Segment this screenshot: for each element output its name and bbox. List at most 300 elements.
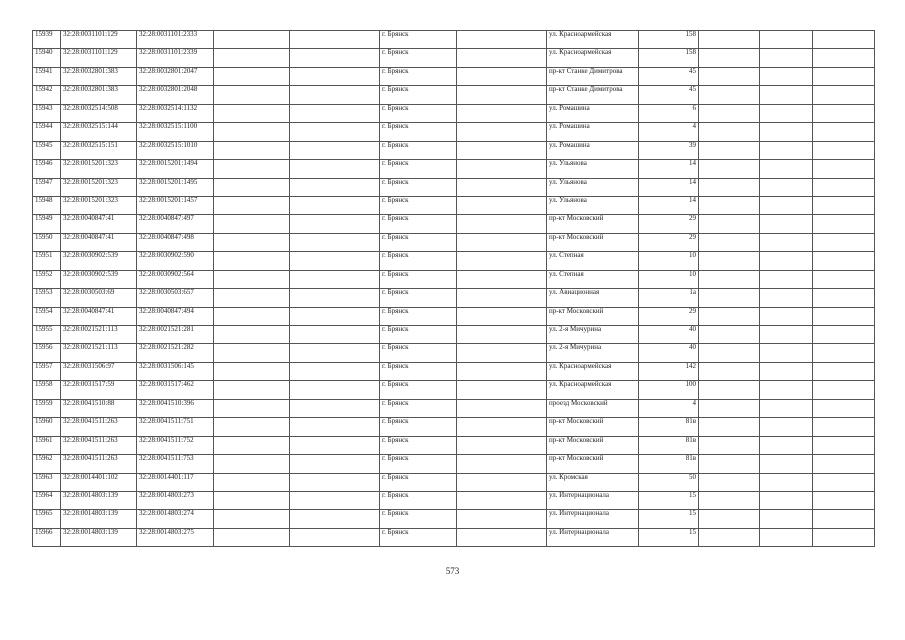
table-row — [33, 381, 875, 399]
empty-cell-c — [457, 104, 547, 122]
house-number-cell: 40 — [639, 344, 699, 362]
table-row — [33, 178, 875, 196]
empty-cell-f — [813, 67, 875, 85]
empty-cell-c — [457, 418, 547, 436]
empty-cell-b — [290, 326, 380, 344]
parcel-number-cell: 32:28:0040847:41 — [61, 215, 137, 233]
empty-cell-d — [699, 455, 760, 473]
city-cell: г. Брянск — [380, 270, 457, 288]
parcel-number-cell: 32:28:0040847:41 — [61, 233, 137, 251]
empty-cell-d — [699, 344, 760, 362]
city-cell: г. Брянск — [380, 196, 457, 214]
empty-cell-b — [290, 418, 380, 436]
house-number-cell: 40 — [639, 326, 699, 344]
empty-cell-d — [699, 215, 760, 233]
city-cell: г. Брянск — [380, 178, 457, 196]
record-number-cell: 15965 — [33, 510, 61, 528]
object-number-cell: 32:28:0032515:1010 — [137, 141, 214, 159]
empty-cell-e — [760, 307, 813, 325]
empty-cell-a — [214, 455, 290, 473]
city-cell: г. Брянск — [380, 510, 457, 528]
parcel-number-cell: 32:28:0041511:263 — [61, 455, 137, 473]
house-number-cell: 45 — [639, 67, 699, 85]
empty-cell-d — [699, 510, 760, 528]
street-cell: пр-кт Московский — [547, 233, 639, 251]
empty-cell-b — [290, 344, 380, 362]
empty-cell-e — [760, 252, 813, 270]
empty-cell-f — [813, 270, 875, 288]
house-number-cell: 100 — [639, 381, 699, 399]
city-cell: г. Брянск — [380, 455, 457, 473]
empty-cell-f — [813, 160, 875, 178]
empty-cell-b — [290, 528, 380, 546]
house-number-cell: 10 — [639, 252, 699, 270]
empty-cell-c — [457, 491, 547, 509]
record-number-cell: 15963 — [33, 473, 61, 491]
city-cell: г. Брянск — [380, 418, 457, 436]
empty-cell-b — [290, 473, 380, 491]
empty-cell-e — [760, 326, 813, 344]
street-cell: ул. Ульянова — [547, 178, 639, 196]
empty-cell-e — [760, 418, 813, 436]
table-body — [33, 31, 875, 547]
empty-cell-e — [760, 49, 813, 67]
city-cell: г. Брянск — [380, 104, 457, 122]
house-number-cell: 158 — [639, 49, 699, 67]
parcel-number-cell: 32:28:0014803:139 — [61, 510, 137, 528]
empty-cell-d — [699, 141, 760, 159]
empty-cell-a — [214, 178, 290, 196]
empty-cell-f — [813, 418, 875, 436]
city-cell: г. Брянск — [380, 491, 457, 509]
city-cell: г. Брянск — [380, 326, 457, 344]
empty-cell-b — [290, 104, 380, 122]
empty-cell-a — [214, 362, 290, 380]
empty-cell-d — [699, 123, 760, 141]
empty-cell-e — [760, 455, 813, 473]
parcel-number-cell: 32:28:0021521:113 — [61, 344, 137, 362]
empty-cell-e — [760, 67, 813, 85]
empty-cell-c — [457, 473, 547, 491]
record-number-cell: 15964 — [33, 491, 61, 509]
object-number-cell: 32:28:0021521:281 — [137, 326, 214, 344]
empty-cell-a — [214, 436, 290, 454]
parcel-number-cell: 32:28:0032801:383 — [61, 67, 137, 85]
object-number-cell: 32:28:0014803:275 — [137, 528, 214, 546]
city-cell: г. Брянск — [380, 399, 457, 417]
empty-cell-d — [699, 178, 760, 196]
house-number-cell: 29 — [639, 233, 699, 251]
table-row — [33, 270, 875, 288]
empty-cell-c — [457, 233, 547, 251]
street-cell: пр-кт Московский — [547, 418, 639, 436]
record-number-cell: 15941 — [33, 67, 61, 85]
object-number-cell: 32:28:0032801:2047 — [137, 67, 214, 85]
city-cell: г. Брянск — [380, 233, 457, 251]
record-number-cell: 15950 — [33, 233, 61, 251]
empty-cell-c — [457, 252, 547, 270]
city-cell: г. Брянск — [380, 215, 457, 233]
record-number-cell: 15942 — [33, 86, 61, 104]
empty-cell-c — [457, 399, 547, 417]
street-cell: пр-кт Московский — [547, 436, 639, 454]
table-row — [33, 528, 875, 546]
empty-cell-d — [699, 252, 760, 270]
empty-cell-e — [760, 123, 813, 141]
empty-cell-d — [699, 196, 760, 214]
empty-cell-b — [290, 67, 380, 85]
empty-cell-c — [457, 196, 547, 214]
city-cell: г. Брянск — [380, 436, 457, 454]
empty-cell-a — [214, 399, 290, 417]
empty-cell-f — [813, 344, 875, 362]
record-number-cell: 15961 — [33, 436, 61, 454]
city-cell: г. Брянск — [380, 67, 457, 85]
record-number-cell: 15956 — [33, 344, 61, 362]
record-number-cell: 15951 — [33, 252, 61, 270]
parcel-number-cell: 32:28:0032515:151 — [61, 141, 137, 159]
street-cell: ул. Интернационала — [547, 528, 639, 546]
city-cell: г. Брянск — [380, 123, 457, 141]
object-number-cell: 32:28:0040847:497 — [137, 215, 214, 233]
house-number-cell: 81в — [639, 436, 699, 454]
empty-cell-f — [813, 455, 875, 473]
empty-cell-d — [699, 233, 760, 251]
city-cell: г. Брянск — [380, 31, 457, 49]
parcel-number-cell: 32:28:0031517:59 — [61, 381, 137, 399]
object-number-cell: 32:28:0031101:2333 — [137, 31, 214, 49]
object-number-cell: 32:28:0014401:117 — [137, 473, 214, 491]
empty-cell-e — [760, 399, 813, 417]
parcel-number-cell: 32:28:0015201:323 — [61, 196, 137, 214]
house-number-cell: 6 — [639, 104, 699, 122]
house-number-cell: 15 — [639, 491, 699, 509]
street-cell: ул. Интернационала — [547, 510, 639, 528]
city-cell: г. Брянск — [380, 362, 457, 380]
empty-cell-e — [760, 86, 813, 104]
empty-cell-f — [813, 49, 875, 67]
house-number-cell: 81в — [639, 418, 699, 436]
object-number-cell: 32:28:0032801:2048 — [137, 86, 214, 104]
house-number-cell: 4 — [639, 123, 699, 141]
street-cell: проезд Московский — [547, 399, 639, 417]
object-number-cell: 32:28:0014803:274 — [137, 510, 214, 528]
empty-cell-c — [457, 528, 547, 546]
object-number-cell: 32:28:0040847:498 — [137, 233, 214, 251]
table-row — [33, 67, 875, 85]
empty-cell-b — [290, 233, 380, 251]
empty-cell-e — [760, 160, 813, 178]
empty-cell-f — [813, 196, 875, 214]
empty-cell-a — [214, 528, 290, 546]
table-row — [33, 86, 875, 104]
empty-cell-e — [760, 233, 813, 251]
street-cell: ул. Степная — [547, 270, 639, 288]
record-number-cell: 15962 — [33, 455, 61, 473]
table-row — [33, 49, 875, 67]
parcel-number-cell: 32:28:0040847:41 — [61, 307, 137, 325]
table-row — [33, 215, 875, 233]
empty-cell-a — [214, 215, 290, 233]
empty-cell-d — [699, 49, 760, 67]
empty-cell-f — [813, 307, 875, 325]
street-cell: ул. Красноармейская — [547, 381, 639, 399]
table-row — [33, 196, 875, 214]
street-cell: ул. Ромашина — [547, 123, 639, 141]
object-number-cell: 32:28:0030902:590 — [137, 252, 214, 270]
empty-cell-a — [214, 289, 290, 307]
empty-cell-c — [457, 141, 547, 159]
table-row — [33, 399, 875, 417]
record-number-cell: 15939 — [33, 31, 61, 49]
table-row — [33, 473, 875, 491]
empty-cell-d — [699, 307, 760, 325]
empty-cell-f — [813, 473, 875, 491]
empty-cell-e — [760, 104, 813, 122]
empty-cell-f — [813, 326, 875, 344]
object-number-cell: 32:28:0040847:494 — [137, 307, 214, 325]
street-cell: ул. Интернационала — [547, 491, 639, 509]
house-number-cell: 39 — [639, 141, 699, 159]
object-number-cell: 32:28:0031506:145 — [137, 362, 214, 380]
empty-cell-e — [760, 473, 813, 491]
street-cell: ул. Красноармейская — [547, 49, 639, 67]
empty-cell-a — [214, 307, 290, 325]
city-cell: г. Брянск — [380, 528, 457, 546]
record-number-cell: 15940 — [33, 49, 61, 67]
table-row — [33, 160, 875, 178]
table-row — [33, 362, 875, 380]
empty-cell-c — [457, 289, 547, 307]
empty-cell-d — [699, 67, 760, 85]
empty-cell-f — [813, 31, 875, 49]
street-cell: ул. Авиационная — [547, 289, 639, 307]
object-number-cell: 32:28:0041510:396 — [137, 399, 214, 417]
empty-cell-c — [457, 178, 547, 196]
empty-cell-f — [813, 381, 875, 399]
table-row — [33, 510, 875, 528]
street-cell: ул. Кромская — [547, 473, 639, 491]
empty-cell-c — [457, 326, 547, 344]
empty-cell-a — [214, 123, 290, 141]
parcel-number-cell: 32:28:0031506:97 — [61, 362, 137, 380]
empty-cell-f — [813, 491, 875, 509]
object-number-cell: 32:28:0030503:657 — [137, 289, 214, 307]
empty-cell-f — [813, 141, 875, 159]
empty-cell-a — [214, 67, 290, 85]
property-register-table — [32, 30, 875, 547]
empty-cell-b — [290, 307, 380, 325]
empty-cell-c — [457, 344, 547, 362]
empty-cell-d — [699, 86, 760, 104]
house-number-cell: 45 — [639, 86, 699, 104]
city-cell: г. Брянск — [380, 86, 457, 104]
city-cell: г. Брянск — [380, 252, 457, 270]
house-number-cell: 4 — [639, 399, 699, 417]
record-number-cell: 15943 — [33, 104, 61, 122]
city-cell: г. Брянск — [380, 49, 457, 67]
empty-cell-a — [214, 510, 290, 528]
record-number-cell: 15953 — [33, 289, 61, 307]
street-cell: ул. Красноармейская — [547, 31, 639, 49]
table-row — [33, 104, 875, 122]
empty-cell-e — [760, 381, 813, 399]
city-cell: г. Брянск — [380, 307, 457, 325]
empty-cell-c — [457, 270, 547, 288]
parcel-number-cell: 32:28:0030503:69 — [61, 289, 137, 307]
record-number-cell: 15966 — [33, 528, 61, 546]
empty-cell-a — [214, 252, 290, 270]
empty-cell-a — [214, 86, 290, 104]
empty-cell-e — [760, 491, 813, 509]
street-cell: пр-кт Московский — [547, 215, 639, 233]
object-number-cell: 32:28:0032515:1100 — [137, 123, 214, 141]
empty-cell-a — [214, 381, 290, 399]
empty-cell-f — [813, 86, 875, 104]
object-number-cell: 32:28:0014803:273 — [137, 491, 214, 509]
table-row — [33, 491, 875, 509]
table-row — [33, 141, 875, 159]
parcel-number-cell: 32:28:0041510:88 — [61, 399, 137, 417]
record-number-cell: 15952 — [33, 270, 61, 288]
empty-cell-b — [290, 178, 380, 196]
parcel-number-cell: 32:28:0030902:539 — [61, 252, 137, 270]
street-cell: пр-кт Станке Димитрова — [547, 67, 639, 85]
object-number-cell: 32:28:0021521:282 — [137, 344, 214, 362]
empty-cell-c — [457, 215, 547, 233]
street-cell: ул. 2-я Мичурина — [547, 326, 639, 344]
street-cell: пр-кт Московский — [547, 455, 639, 473]
empty-cell-d — [699, 289, 760, 307]
table-row — [33, 344, 875, 362]
empty-cell-c — [457, 510, 547, 528]
record-number-cell: 15959 — [33, 399, 61, 417]
empty-cell-a — [214, 326, 290, 344]
empty-cell-b — [290, 252, 380, 270]
empty-cell-e — [760, 362, 813, 380]
table-row — [33, 31, 875, 49]
object-number-cell: 32:28:0032514:1132 — [137, 104, 214, 122]
empty-cell-a — [214, 418, 290, 436]
empty-cell-b — [290, 160, 380, 178]
empty-cell-c — [457, 381, 547, 399]
house-number-cell: 158 — [639, 31, 699, 49]
record-number-cell: 15960 — [33, 418, 61, 436]
object-number-cell: 32:28:0031517:462 — [137, 381, 214, 399]
empty-cell-c — [457, 160, 547, 178]
empty-cell-d — [699, 31, 760, 49]
street-cell: ул. Красноармейская — [547, 362, 639, 380]
empty-cell-f — [813, 510, 875, 528]
empty-cell-f — [813, 528, 875, 546]
record-number-cell: 15948 — [33, 196, 61, 214]
empty-cell-e — [760, 436, 813, 454]
empty-cell-b — [290, 196, 380, 214]
empty-cell-c — [457, 362, 547, 380]
empty-cell-f — [813, 233, 875, 251]
empty-cell-b — [290, 289, 380, 307]
empty-cell-e — [760, 31, 813, 49]
empty-cell-c — [457, 67, 547, 85]
object-number-cell: 32:28:0041511:751 — [137, 418, 214, 436]
table-row — [33, 252, 875, 270]
street-cell: ул. Ульянова — [547, 196, 639, 214]
empty-cell-c — [457, 86, 547, 104]
empty-cell-a — [214, 141, 290, 159]
street-cell: ул. Ромашина — [547, 141, 639, 159]
empty-cell-b — [290, 436, 380, 454]
empty-cell-c — [457, 307, 547, 325]
empty-cell-d — [699, 473, 760, 491]
parcel-number-cell: 32:28:0041511:263 — [61, 436, 137, 454]
table-row — [33, 455, 875, 473]
empty-cell-d — [699, 399, 760, 417]
empty-cell-d — [699, 528, 760, 546]
house-number-cell: 29 — [639, 215, 699, 233]
record-number-cell: 15947 — [33, 178, 61, 196]
table-row — [33, 123, 875, 141]
object-number-cell: 32:28:0041511:752 — [137, 436, 214, 454]
empty-cell-a — [214, 473, 290, 491]
empty-cell-a — [214, 49, 290, 67]
empty-cell-a — [214, 31, 290, 49]
empty-cell-e — [760, 215, 813, 233]
house-number-cell: 15 — [639, 528, 699, 546]
parcel-number-cell: 32:28:0032801:383 — [61, 86, 137, 104]
empty-cell-b — [290, 491, 380, 509]
house-number-cell: 50 — [639, 473, 699, 491]
house-number-cell: 10 — [639, 270, 699, 288]
empty-cell-e — [760, 270, 813, 288]
page-number: 573 — [445, 566, 460, 576]
house-number-cell: 29 — [639, 307, 699, 325]
record-number-cell: 15957 — [33, 362, 61, 380]
house-number-cell: 81в — [639, 455, 699, 473]
empty-cell-e — [760, 196, 813, 214]
empty-cell-e — [760, 178, 813, 196]
empty-cell-d — [699, 418, 760, 436]
record-number-cell: 15954 — [33, 307, 61, 325]
empty-cell-d — [699, 160, 760, 178]
record-number-cell: 15946 — [33, 160, 61, 178]
empty-cell-b — [290, 399, 380, 417]
empty-cell-b — [290, 141, 380, 159]
house-number-cell: 14 — [639, 160, 699, 178]
street-cell: пр-кт Станке Димитрова — [547, 86, 639, 104]
empty-cell-a — [214, 344, 290, 362]
empty-cell-c — [457, 436, 547, 454]
empty-cell-e — [760, 289, 813, 307]
object-number-cell: 32:28:0015201:1494 — [137, 160, 214, 178]
city-cell: г. Брянск — [380, 160, 457, 178]
street-cell: пр-кт Московский — [547, 307, 639, 325]
table-row — [33, 436, 875, 454]
object-number-cell: 32:28:0015201:1457 — [137, 196, 214, 214]
empty-cell-b — [290, 270, 380, 288]
empty-cell-d — [699, 270, 760, 288]
empty-cell-a — [214, 196, 290, 214]
street-cell: ул. 2-я Мичурина — [547, 344, 639, 362]
empty-cell-a — [214, 233, 290, 251]
parcel-number-cell: 32:28:0015201:323 — [61, 178, 137, 196]
empty-cell-f — [813, 362, 875, 380]
empty-cell-b — [290, 455, 380, 473]
table-row — [33, 289, 875, 307]
object-number-cell: 32:28:0031101:2339 — [137, 49, 214, 67]
empty-cell-b — [290, 381, 380, 399]
empty-cell-a — [214, 491, 290, 509]
empty-cell-d — [699, 104, 760, 122]
